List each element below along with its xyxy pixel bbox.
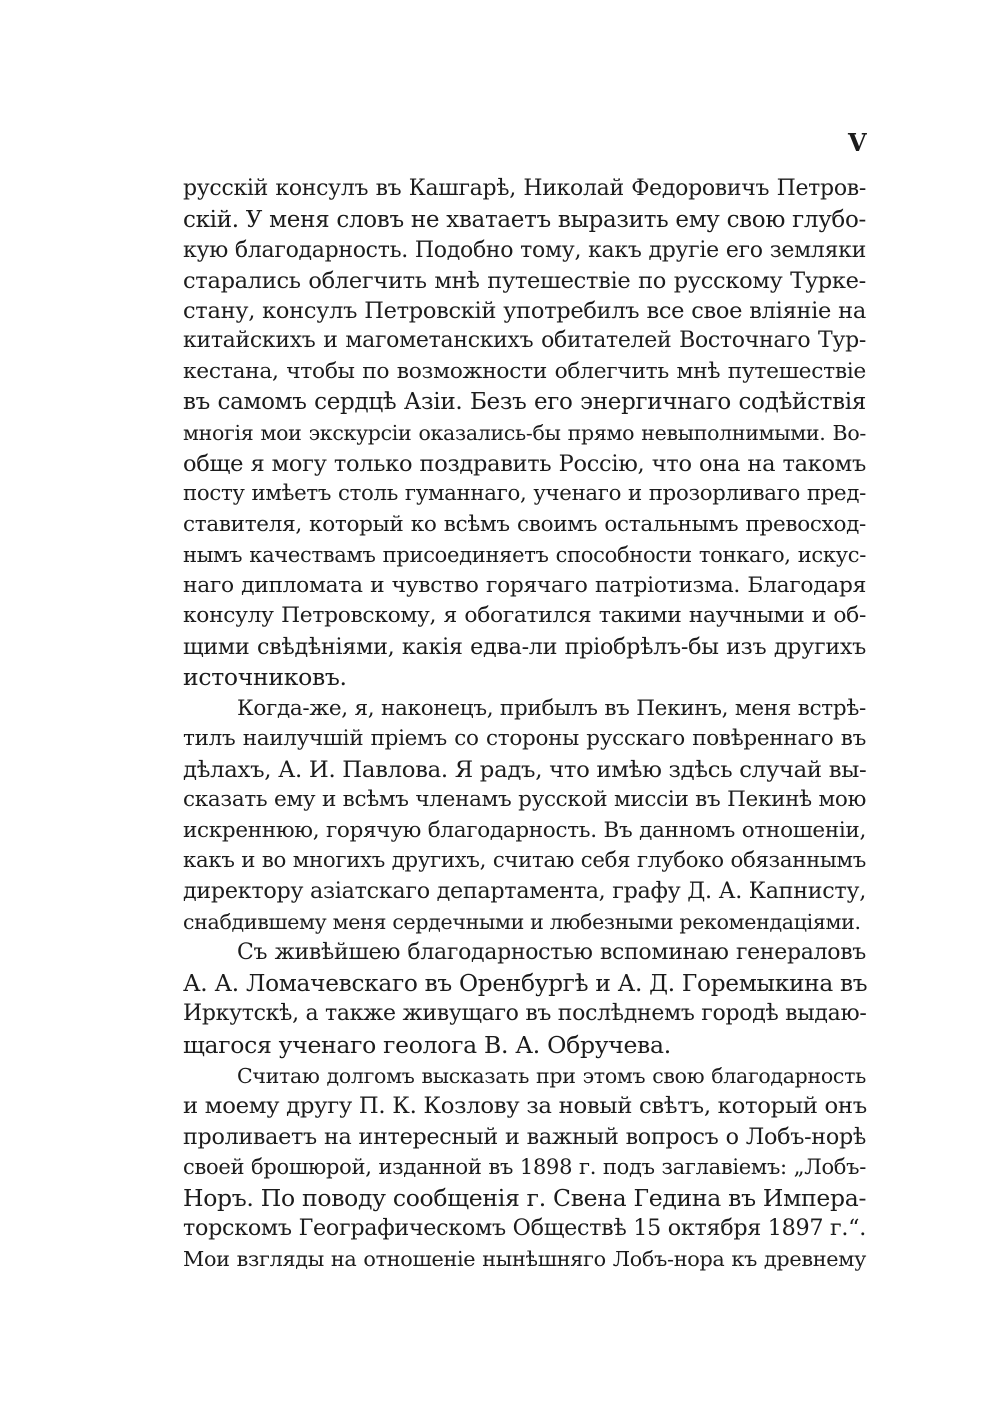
text-line: китайскихъ и магометанскихъ обитателей Восточнаго Тур-	[183, 328, 866, 353]
text-line: щими свѣдѣніями, какія едва-ли пріобрѣлъ-бы изъ другихъ	[183, 634, 866, 660]
text-line: консулу Петровскому, я обогатился такими научными и об-	[183, 603, 866, 628]
text-line: Съ живѣйшею благодарностью вспоминаю генераловъ	[237, 940, 866, 965]
text-line: русскій консулъ въ Кашгарѣ, Николай Федоровичъ Петров-	[183, 176, 866, 201]
text-line: Считаю долгомъ высказать при этомъ свою благодарность	[237, 1064, 866, 1088]
text-line: наго дипломата и чувство горячаго патріотизма. Благодаря	[183, 573, 866, 598]
text-line: скій. У меня словъ не хватаетъ выразить ему свою глубо-	[183, 207, 866, 233]
text-line: нымъ качествамъ присоединяетъ способности тонкаго, искус-	[183, 543, 866, 567]
text-line: искреннюю, горячую благодарность. Въ данномъ отношеніи,	[183, 818, 866, 843]
text-line: кую благодарность. Подобно тому, какъ другіе его земляки	[183, 238, 866, 263]
text-line: старались облегчить мнѣ путешествіе по русскому Турке-	[183, 268, 866, 294]
text-line: директору азіатскаго департамента, графу Д. А. Капнисту,	[183, 878, 866, 904]
text-line: источниковъ.	[183, 663, 347, 691]
text-line: многія мои экскурсіи оказались-бы прямо невыполнимыми. Во-	[183, 421, 866, 445]
text-line: стану, консулъ Петровскій употребилъ все свое вліяніе на	[183, 298, 866, 324]
text-line: Норъ. По поводу сообщенія г. Свена Гедина въ Импера-	[183, 1184, 867, 1212]
text-line: кестана, чтобы по возможности облегчить мнѣ путешествіе	[183, 359, 866, 384]
text-line: ставителя, который ко всѣмъ своимъ остальнымъ превосход-	[183, 512, 866, 537]
text-line: тилъ наилучшій пріемъ со стороны русскаго повѣреннаго въ	[183, 726, 866, 751]
text-line: Когда-же, я, наконецъ, прибылъ въ Пекинъ, меня встрѣ-	[237, 696, 866, 721]
text-line: посту имѣетъ столь гуманнаго, ученаго и прозорливаго пред-	[183, 481, 866, 506]
text-line: въ самомъ сердцѣ Азіи. Безъ его энергичнаго содѣйствія	[183, 389, 866, 415]
text-line: какъ и во многихъ другихъ, считаю себя глубоко обязаннымъ	[183, 848, 866, 873]
text-line: торскомъ Географическомъ Обществѣ 15 октября 1897 г.“.	[183, 1215, 866, 1241]
text-line: своей брошюрой, изданной въ 1898 г. подъ заглавіемъ: „Лобъ-	[183, 1155, 866, 1179]
text-line: и моему другу П. К. Козлову за новый свѣтъ, который онъ	[183, 1093, 867, 1119]
text-line: снабдившему меня сердечными и любезными рекомендаціями.	[183, 910, 861, 934]
text-line: сказать ему и всѣмъ членамъ русской миссіи въ Пекинѣ мою	[183, 787, 866, 812]
text-line: щагося ученаго геолога В. А. Обручева.	[183, 1031, 671, 1059]
text-line: Мои взгляды на отношеніе нынѣшняго Лобъ-нора къ древнему	[183, 1247, 866, 1271]
page-number: V	[848, 128, 867, 157]
text-line: обще я могу только поздравить Россію, что она на такомъ	[183, 451, 866, 477]
text-line: проливаетъ на интересный и важный вопросъ о Лобъ-норѣ	[183, 1124, 866, 1150]
text-line: Иркутскѣ, а также живущаго въ послѣднемъ городѣ выдаю-	[183, 1001, 867, 1026]
text-line: А. А. Ломачевскаго въ Оренбургѣ и А. Д. Горемыкина въ	[183, 970, 868, 997]
text-line: дѣлахъ, А. И. Павлова. Я радъ, что имѣю здѣсь случай вы-	[183, 757, 867, 783]
